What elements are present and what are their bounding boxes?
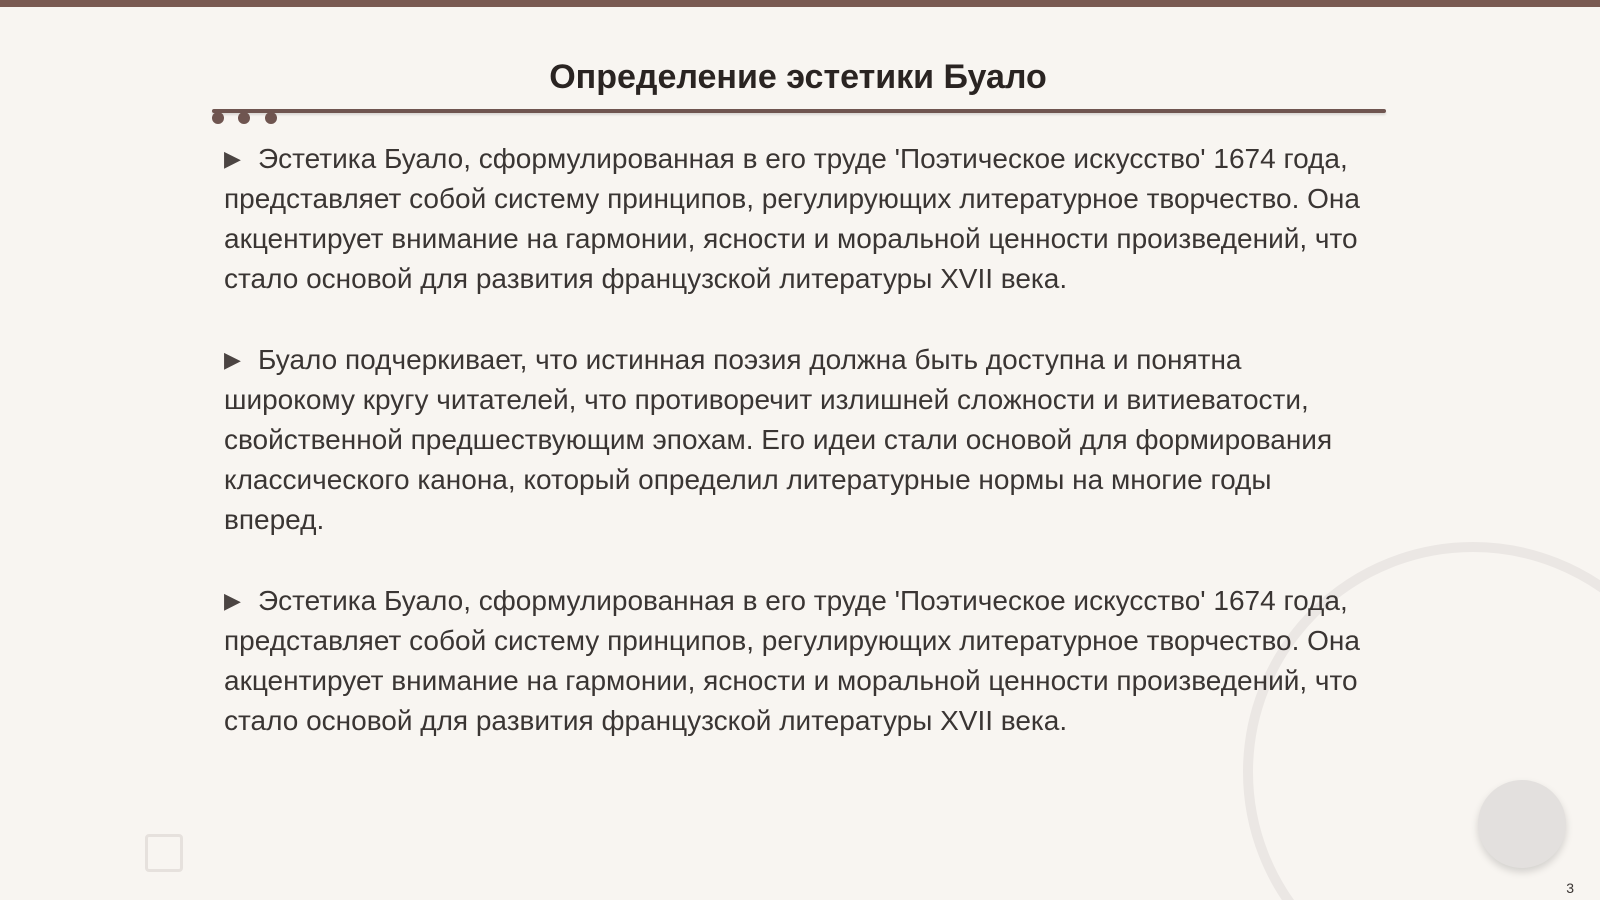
decorative-dot: [265, 112, 277, 124]
title-underline: [212, 109, 1386, 113]
bullet-paragraph: [224, 581, 1374, 741]
page-number: 3: [1566, 880, 1574, 896]
bullet-arrow-icon: ▶: [224, 146, 241, 171]
paragraph-text: Эстетика Буало, сформулированная в его труде 'Поэтическое искусство' 1674 года, представляет собой систему принципов, регулирующих литературное творчество. Она акцентирует внимание на гармонии, ясности и моральной ценности произведений, что стало основой для развития французской литературы XVII века.: [224, 585, 1360, 736]
paragraph-text: Эстетика Буало, сформулированная в его труде 'Поэтическое искусство' 1674 года, представляет собой систему принципов, регулирующих литературное творчество. Она акцентирует внимание на гармонии, ясности и моральной ценности произведений, что стало основой для развития французской литературы XVII века.: [224, 143, 1360, 294]
slide-content: [224, 139, 1374, 782]
paragraph-text: Буало подчеркивает, что истинная поэзия должна быть доступна и понятна широкому кругу читателей, что противоречит излишней сложности и витиеватости, свойственной предшествующим эпохам. Его идеи стали основой для формирования классического канона, который определил литературные нормы на многие годы вперед.: [224, 344, 1333, 535]
bullet-arrow-icon: ▶: [224, 588, 241, 613]
bullet-paragraph: [224, 340, 1374, 540]
decorative-circle: [1478, 780, 1566, 868]
decorative-square: [145, 834, 183, 872]
decorative-dot: [212, 112, 224, 124]
top-accent-bar: [0, 0, 1600, 7]
decorative-dot: [238, 112, 250, 124]
bullet-arrow-icon: ▶: [224, 347, 241, 372]
bullet-paragraph: [224, 139, 1374, 299]
slide-title: Определение эстетики Буало: [549, 58, 1047, 96]
